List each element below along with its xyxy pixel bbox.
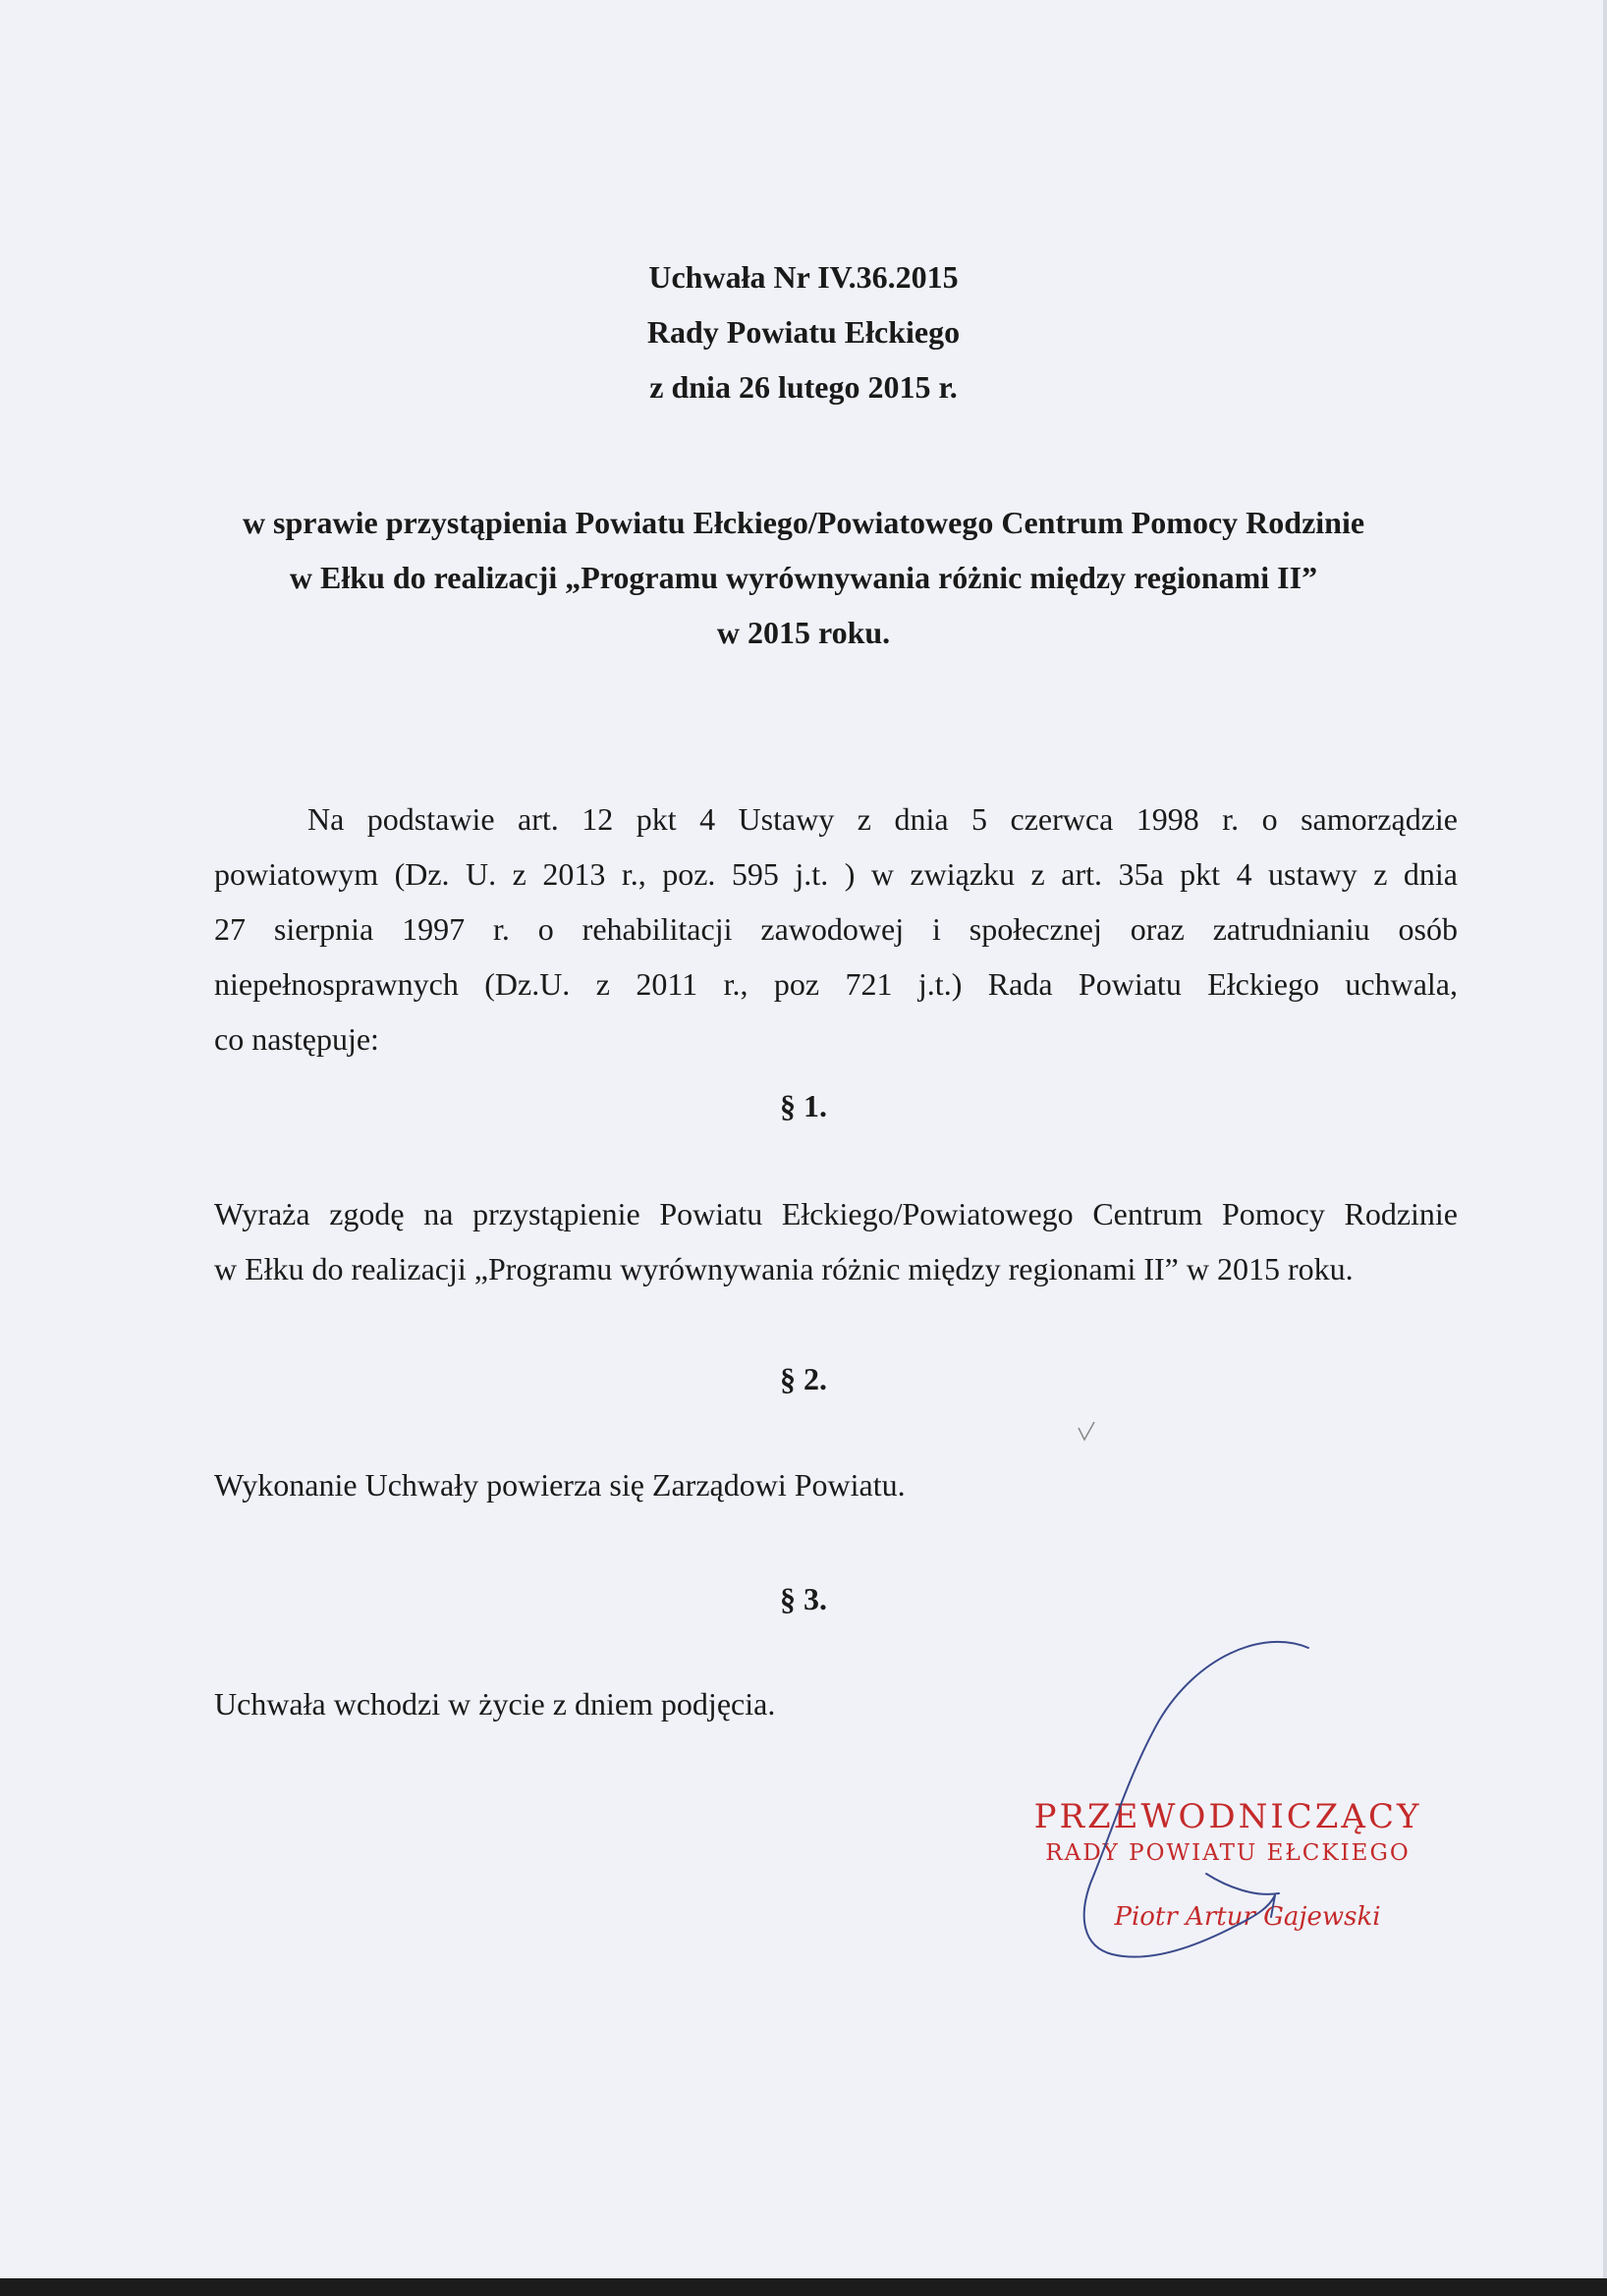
stamp-name: Piotr Artur Gajewski (1114, 1902, 1381, 1932)
section-line: Wykonanie Uchwały powierza się Zarządowi Powiatu. (214, 1467, 906, 1503)
resolution-issuer: Rady Powiatu Ełckiego (646, 314, 961, 350)
pen-mark-icon (1075, 1420, 1098, 1444)
resolution-subject (0, 495, 1607, 660)
preamble (214, 792, 1458, 1066)
subject-line: w 2015 roku. (716, 615, 891, 650)
section-1-text (214, 1186, 1458, 1296)
section-line: w Ełku do realizacji „Programu wyrównywania różnic między regionami II” w 2015 roku. (214, 1251, 1354, 1286)
scan-edge (1603, 0, 1607, 2296)
preamble-line: powiatowym (Dz. U. z 2013 r., poz. 595 j.t. ) w związku z art. 35a pkt 4 ustawy z dnia (214, 856, 1458, 892)
preamble-line: 27 sierpnia 1997 r. o rehabilitacji zawodowej i społecznej oraz zatrudnianiu osób (214, 911, 1458, 947)
stamp-body: RADY POWIATU EŁCKIEGO (1045, 1840, 1411, 1866)
resolution-number: Uchwała Nr IV.36.2015 (648, 259, 959, 295)
scan-edge (0, 2278, 1607, 2296)
resolution-header (0, 249, 1607, 414)
stamp-title: PRZEWODNICZĄCY (1033, 1797, 1422, 1836)
preamble-line: Na podstawie art. 12 pkt 4 Ustawy z dnia 5 czerwca 1998 r. o samorządzie (307, 801, 1458, 837)
preamble-line: co następuje: (214, 1021, 379, 1057)
section-line: Uchwała wchodzi w życie z dniem podjęcia. (214, 1686, 776, 1722)
section-2-sign: § 2. (780, 1361, 827, 1396)
section-line: Wyraża zgodę na przystąpienie Powiatu Ełckiego/Powiatowego Centrum Pomocy Rodzinie (214, 1196, 1458, 1231)
preamble-line: niepełnosprawnych (Dz.U. z 2011 r., poz 721 j.t.) Rada Powiatu Ełckiego uchwala, (214, 966, 1458, 1002)
resolution-date: z dnia 26 lutego 2015 r. (649, 369, 958, 405)
section-3-sign: § 3. (780, 1581, 827, 1616)
subject-line: w Ełku do realizacji „Programu wyrównywania różnic między regionami II” (289, 560, 1318, 595)
handwritten-signature (1061, 1630, 1434, 1994)
subject-line: w sprawie przystąpienia Powiatu Ełckiego/Powiatowego Centrum Pomocy Rodzinie (242, 505, 1365, 540)
section-1-sign: § 1. (780, 1088, 827, 1123)
section-2-text (214, 1457, 1458, 1512)
